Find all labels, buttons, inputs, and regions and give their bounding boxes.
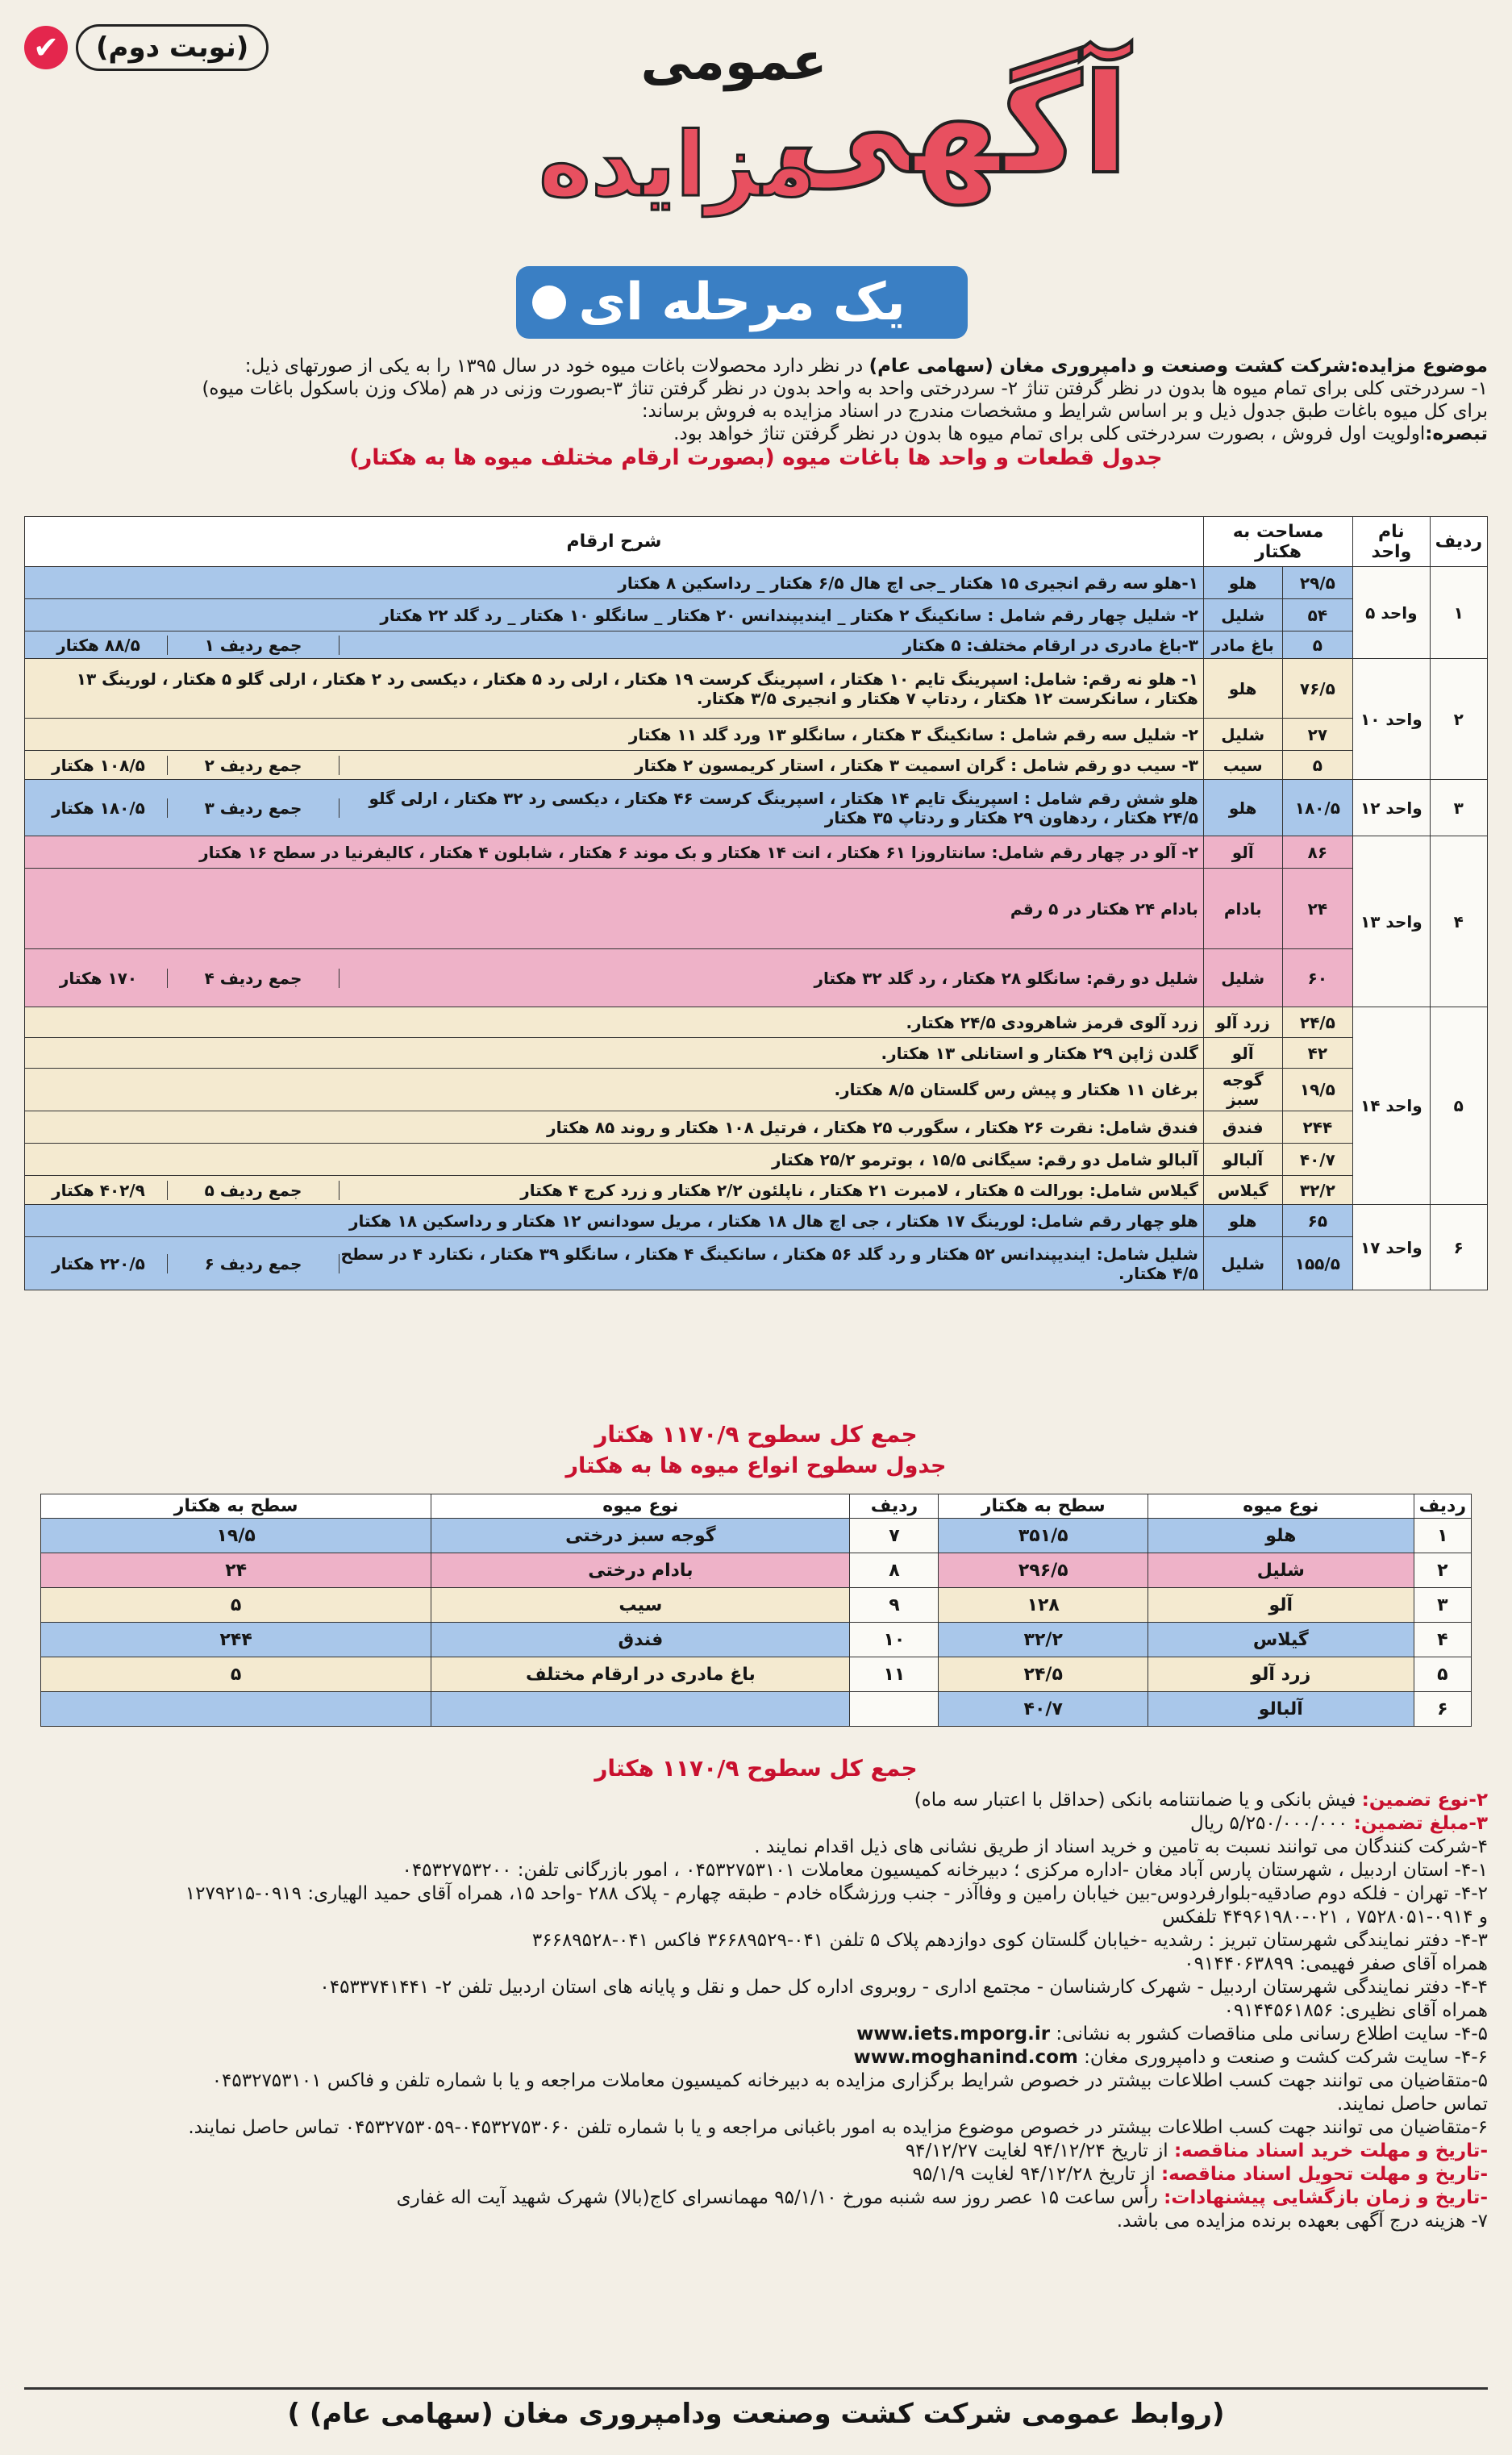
units-table (24, 516, 1488, 1290)
unit-table-row (25, 1176, 1488, 1205)
unit-table-row (25, 599, 1488, 631)
area-cell: ۲۴۴ (1282, 1111, 1353, 1144)
row-number: ۶ (1414, 1692, 1471, 1727)
row-number: ۹ (850, 1588, 939, 1623)
fruit-name: آلبالو (1148, 1692, 1414, 1727)
description-cell: ۲- شلیل سه رقم شامل : سانکینگ ۳ هکتار ، سانگلو ۱۳ ورد گلد ۱۱ هکتار (25, 719, 1204, 751)
fruit-cell: گیلاس (1203, 1176, 1282, 1205)
row-number: ۲ (1430, 659, 1487, 780)
fruit-cell: هلو (1203, 780, 1282, 836)
row-sum-value: ۸۸/۵ هکتار (56, 635, 140, 655)
fruit-cell: سیب (1203, 751, 1282, 780)
subject-rest: در نظر دارد محصولات باغات میوه خود در سال ۱۳۹۵ را به یکی از صورتهای ذیل: (244, 356, 864, 377)
date1-text: از تاریخ ۹۴/۱۲/۲۴ لغایت ۹۴/۱۲/۲۷ (905, 2140, 1168, 2161)
unit-table-row (25, 1205, 1488, 1237)
row-number: ۱۱ (850, 1657, 939, 1692)
fruit-cell: گوجه سبز (1203, 1069, 1282, 1111)
row-number: ۸ (850, 1553, 939, 1588)
area-cell: ۶۵ (1282, 1205, 1353, 1237)
description-cell: هلو چهار رقم شامل: لورینگ ۱۷ هکتار ، جی اچ هال ۱۸ هکتار ، مریل سودانس ۱۲ هکتار و رداسکین ۱۸ هکتار (25, 1205, 1204, 1237)
th-unit: نام واحد (1353, 517, 1430, 567)
fruit-cell: آلو (1203, 836, 1282, 869)
date3-text: رأس ساعت ۱۵ عصر روز سه شنبه مورخ ۹۵/۱/۱۰ مهمانسرای کاج(بالا) شهرک شهید آیت اله غفاری (396, 2187, 1158, 2208)
fruit-name: باغ مادری در ارقام مختلف (431, 1657, 850, 1692)
subject-company: شرکت کشت وصنعت و دامپروری مغان (سهامی عام) (868, 356, 1351, 377)
unit-table-row (25, 1069, 1488, 1111)
fruit-cell: هلو (1203, 1205, 1282, 1237)
description-cell: ۱- هلو نه رقم: شامل: اسپرینگ تایم ۱۰ هکتار ، اسپرینگ کرست ۱۹ هکتار ، ارلی رد ۵ هکتار ، دیکسی رد ۲ هکتار ، ارلی گلو ۵ هکتار ، لورینگ ۱۳ هکتار ، سانکرست ۱۲ هکتار ، ردتاپ ۷ هکتار و انجیری ۳/۵ هکتار. (25, 659, 1204, 719)
subject-label: موضوع مزایده: (1350, 356, 1488, 377)
fruit-cell: باغ مادر (1203, 631, 1282, 659)
table1-caption: جدول قطعات و واحد ها باغات میوه (بصورت ارقام مختلف میوه ها به هکتار) (349, 445, 1163, 470)
fruit-cell: هلو (1203, 567, 1282, 599)
unit-name: واحد ۱۳ (1353, 836, 1430, 1007)
unit-table-row (25, 567, 1488, 599)
line4-1: ۴-۱- استان اردبیل ، شهرستان پارس آباد مغان -اداره مرکزی ؛ دبیرخانه کمیسیون معاملات ۰۴۵۳۲۷۵۳۱۰۱ ، امور بازرگانی تلفن: ۰۴۵۳۲۷۵۳۲۰۰ (402, 1860, 1488, 1881)
fruit-area (41, 1692, 431, 1727)
headline-public: عمومی (640, 32, 827, 92)
line4-4b: همراه آقای نظیری: ۰۹۱۴۴۵۶۱۸۵۶ (1223, 2000, 1488, 2021)
fruit-area: ۲۴۴ (41, 1623, 431, 1657)
fruit-cell: شلیل (1203, 949, 1282, 1007)
note-text: اولویت اول فروش ، بصورت سردرختی کلی برای تمام میوه ها بدون در نظر گرفتن تناژ خواهد بود. (673, 423, 1426, 444)
fruit-area: ۵ (41, 1588, 431, 1623)
guarantee-text: فیش بانکی و یا ضمانتنامه بانکی (حداقل با اعتبار سه ماه) (914, 1790, 1356, 1811)
description-cell (25, 780, 1204, 836)
intro-line1: ۱- سردرختی کلی برای تمام میوه ها بدون در نظر گرفتن تناژ ۲- سردرختی واحد به واحد بدون در نظر گرفتن تناژ ۳-بصورت وزنی در هم (ملاک وزن باسکول باغات میوه) (202, 378, 1488, 399)
line6: ۶-متقاضیان می توانند جهت کسب اطلاعات بیشتر در خصوص موضوع مزایده به امور باغبانی مراجعه و یا با شماره تلفن ۰۴۵۳۲۷۵۳۰۶۰-۰۴۵۳۲۷۵۳۰۵۹ تماس حاصل نمایند. (188, 2117, 1488, 2138)
area-cell: ۴۰/۷ (1282, 1144, 1353, 1176)
fruit-name: آلو (1148, 1588, 1414, 1623)
line4-2a: ۴-۲- تهران - فلکه دوم صادقیه-بلوارفردوس-بین خیابان رامین و وفاآذر - جنب ورزشگاه خادم - طبقه چهارم - پلاک ۲۸۸ -واحد ۱۵، همراه آقای حمید الهیاری: ۰۹۱۹-۱۲۷۹۲۱۵ (185, 1883, 1488, 1904)
line4-4a: ۴-۴- دفتر نمایندگی شهرستان اردبیل - شهرک کارشناسان - مجتمع اداری - روبروی اداره کل حمل و نقل و پایانه های استان اردبیل تلفن ۲- ۰۴۵۳۳۷۴۱۴۴۱ (319, 1977, 1488, 1998)
fruit-name: شلیل (1148, 1553, 1414, 1588)
row-number: ۱۰ (850, 1623, 939, 1657)
single-stage-banner (516, 266, 968, 339)
row-sum-value: ۴۰۲/۹ هکتار (52, 1180, 145, 1200)
t2-th-area: سطح به هکتار (939, 1494, 1148, 1519)
unit-table-row (25, 659, 1488, 719)
fruit-area: ۳۵۱/۵ (939, 1519, 1148, 1553)
description-cell: ۲- شلیل چهار رقم شامل : سانکینگ ۲ هکتار _ ایندیپندانس ۲۰ هکتار _ سانگلو ۱۰ هکتار _ رد گلد ۲۲ هکتار (25, 599, 1204, 631)
description-cell: بادام ۲۴ هکتار در ۵ رقم (25, 869, 1204, 949)
fruit-cell: شلیل (1203, 599, 1282, 631)
fruit-cell: آلو (1203, 1038, 1282, 1069)
fruit-area: ۱۲۸ (939, 1588, 1148, 1623)
row-sum-value: ۲۲۰/۵ هکتار (52, 1253, 145, 1273)
t2-th-row: ردیف (1414, 1494, 1471, 1519)
fruit-cell: شلیل (1203, 1237, 1282, 1290)
description-cell: ۲- آلو در چهار رقم شامل: سانتاروزا ۶۱ هکتار ، انت ۱۴ هکتار و بک موند ۶ هکتار ، شابلون ۴ هکتار ، کالیفرنیا در سطح ۱۶ هکتار (25, 836, 1204, 869)
area-cell: ۱۸۰/۵ (1282, 780, 1353, 836)
unit-table-row (25, 836, 1488, 869)
row-number: ۳ (1414, 1588, 1471, 1623)
unit-table-row (25, 631, 1488, 659)
description-cell (25, 1176, 1204, 1205)
row-number: ۴ (1430, 836, 1487, 1007)
row-number: ۲ (1414, 1553, 1471, 1588)
bullet-icon (532, 286, 566, 319)
checkmark-icon: ✔ (24, 26, 68, 69)
line7: ۷- هزینه درج آگهی بعهده برنده مزایده می باشد. (1116, 2211, 1488, 2232)
line4-6-text: ۴-۶- سایت شرکت کشت و صنعت و دامپروری مغان: (1084, 2047, 1488, 2068)
row-number: ۱ (1430, 567, 1487, 659)
area-cell: ۵۴ (1282, 599, 1353, 631)
description-cell: فندق شامل: نقرت ۲۶ هکتار ، سگورب ۲۵ هکتار ، فرتیل ۱۰۸ هکتار و روند ۸۵ هکتار (25, 1111, 1204, 1144)
fruit-area-row (41, 1553, 1472, 1588)
line4-3b: همراه آقای صفر فهیمی: ۰۹۱۴۴۰۶۳۸۹۹ (1184, 1953, 1488, 1974)
line5a: ۵-متقاضیان می توانند جهت کسب اطلاعات بیشتر در خصوص شرایط برگزاری مزایده به دبیرخانه کمیسیون معاملات مراجعه و یا با شماره تلفن و فاکس ۰۴۵۳۲۷۵۳۱۰۱ (211, 2070, 1488, 2091)
fruit-area-row (41, 1519, 1472, 1553)
row-sum-label: جمع ردیف ۳ (167, 798, 339, 818)
intro-text (24, 355, 1488, 471)
unit-name: واحد ۱۲ (1353, 780, 1430, 836)
description-text: گیلاس شامل: بورالت ۵ هکتار ، لامبرت ۲۱ هکتار ، ناپلئون ۲/۲ هکتار و زرد کرج ۴ هکتار (520, 1180, 1198, 1200)
description-cell: گلدن ژاپن ۲۹ هکتار و استانلی ۱۳ هکتار. (25, 1038, 1204, 1069)
row-number: ۵ (1414, 1657, 1471, 1692)
row-number (850, 1692, 939, 1727)
description-cell (25, 949, 1204, 1007)
th-row: ردیف (1430, 517, 1487, 567)
unit-name: واحد ۱۴ (1353, 1007, 1430, 1205)
row-number: ۴ (1414, 1623, 1471, 1657)
th-area: مساحت به هکتار (1203, 517, 1352, 567)
row-sum-value: ۱۸۰/۵ هکتار (52, 798, 145, 818)
fruit-area: ۵ (41, 1657, 431, 1692)
t2-th-row-b: ردیف (850, 1494, 939, 1519)
unit-table-row (25, 869, 1488, 949)
line4-2b: و ۰۹۱۴-۷۵۲۸۰۵۱ ، ۰۲۱-۴۴۹۶۱۹۸۰ تلفکس (1162, 1907, 1488, 1928)
units-table-body (25, 567, 1488, 1290)
fruit-cell: فندق (1203, 1111, 1282, 1144)
second-publication-badge (24, 24, 269, 71)
area-cell: ۵ (1282, 751, 1353, 780)
fruit-name (431, 1692, 850, 1727)
unit-table-row (25, 1111, 1488, 1144)
row-number: ۵ (1430, 1007, 1487, 1205)
fruit-area-row (41, 1623, 1472, 1657)
area-cell: ۲۴ (1282, 869, 1353, 949)
fruit-area: ۲۹۶/۵ (939, 1553, 1148, 1588)
fruit-area-row (41, 1692, 1472, 1727)
row-sum-value: ۱۷۰ هکتار (59, 968, 138, 988)
area-cell: ۶۰ (1282, 949, 1353, 1007)
unit-name: واحد ۱۷ (1353, 1205, 1430, 1290)
description-text: شلیل شامل: ایندیپندانس ۵۲ هکتار و رد گلد ۵۶ هکتار ، سانکینگ ۴ هکتار ، سانگلو ۳۹ هکتار ، نکتارد ۴ در سطح ۴/۵ هکتار. (340, 1244, 1198, 1283)
fruit-name: هلو (1148, 1519, 1414, 1553)
fruit-name: گیلاس (1148, 1623, 1414, 1657)
t2-th-fruit-b: نوع میوه (431, 1494, 850, 1519)
line4-5-text: ۴-۵- سایت اطلاع رسانی ملی مناقصات کشور به نشانی: (1056, 2024, 1488, 2044)
area-cell: ۱۵۵/۵ (1282, 1237, 1353, 1290)
date2-label: -تاریخ و مهلت تحویل اسناد مناقصه: (1160, 2164, 1488, 2185)
unit-table-row (25, 1007, 1488, 1038)
fruit-name: فندق (431, 1623, 850, 1657)
area-cell: ۵ (1282, 631, 1353, 659)
fruit-area-table-body (41, 1519, 1472, 1727)
fruit-cell: بادام (1203, 869, 1282, 949)
row-sum-label: جمع ردیف ۴ (167, 969, 339, 988)
line4: ۴-شرکت کنندگان می توانند نسبت به تامین و خرید اسناد از طریق نشانی های ذیل اقدام نمایند . (754, 1836, 1488, 1857)
area-cell: ۷۶/۵ (1282, 659, 1353, 719)
headline (419, 24, 1145, 347)
date2-text: از تاریخ ۹۴/۱۲/۲۸ لغایت ۹۵/۱/۹ (912, 2164, 1156, 2185)
fruit-area: ۱۹/۵ (41, 1519, 431, 1553)
iets-link[interactable]: www.iets.mporg.ir (856, 2024, 1051, 2044)
table2-caption: جدول سطوح انواع میوه ها به هکتار (565, 1453, 947, 1478)
unit-table-row (25, 780, 1488, 836)
fruit-name: زرد آلو (1148, 1657, 1414, 1692)
stage-label: یک مرحله ای (578, 273, 906, 332)
description-text: هلو شش رقم شامل : اسپرینگ تایم ۱۴ هکتار ، اسپرینگ کرست ۴۶ هکتار ، دیکسی رد ۳۲ هکتار ، ارلی گلو ۲۴/۵ هکتار ، ردهاون ۲۹ هکتار و ردتاپ ۳۵ هکتار (369, 788, 1198, 827)
fruit-area-row (41, 1657, 1472, 1692)
description-cell: برغان ۱۱ هکتار و پیش رس گلستان ۸/۵ هکتار. (25, 1069, 1204, 1111)
fruit-cell: زرد آلو (1203, 1007, 1282, 1038)
footer-signature: (روابط عمومی شرکت کشت وصنعت ودامپروری مغان (سهامی عام) ) (24, 2387, 1488, 2438)
unit-name: واحد ۱۰ (1353, 659, 1430, 780)
area-cell: ۲۴/۵ (1282, 1007, 1353, 1038)
row-number: ۷ (850, 1519, 939, 1553)
fruit-cell: شلیل (1203, 719, 1282, 751)
fruit-name: گوجه سبز درختی (431, 1519, 850, 1553)
row-number: ۱ (1414, 1519, 1471, 1553)
moghanind-link[interactable]: www.moghanind.com (853, 2047, 1078, 2068)
unit-table-row (25, 1237, 1488, 1290)
area-cell: ۳۲/۲ (1282, 1176, 1353, 1205)
note-label: تبصره: (1425, 423, 1488, 444)
row-sum-value: ۱۰۸/۵ هکتار (52, 755, 145, 775)
fruit-cell: هلو (1203, 659, 1282, 719)
unit-table-row (25, 719, 1488, 751)
description-cell (25, 1237, 1204, 1290)
line4-3a: ۴-۳- دفتر نمایندگی شهرستان تبریز : رشدیه -خیابان گلستان کوی دوازدهم پلاک ۵ تلفن ۰۴۱-۳۶۶۸۹۵۲۹ فاکس ۰۴۱-۳۶۶۸۹۵۲۸ (531, 1930, 1488, 1951)
unit-table-row (25, 1144, 1488, 1176)
description-text: ۳- سیب دو رقم شامل : گران اسمیت ۳ هکتار ، استار کریمسون ۲ هکتار (635, 755, 1198, 775)
table2-total: جمع کل سطوح ۱۱۷۰/۹ هکتار (594, 1755, 918, 1782)
date1-label: -تاریخ و مهلت خرید اسناد مناقصه: (1173, 2140, 1488, 2161)
area-cell: ۸۶ (1282, 836, 1353, 869)
unit-name: واحد ۵ (1353, 567, 1430, 659)
date3-label: -تاریخ و زمان بازگشایی پیشنهادات: (1164, 2187, 1488, 2208)
amount-text: ۵/۲۵۰/۰۰۰/۰۰۰ ریال (1190, 1813, 1348, 1834)
headline-agahi: آگهی (773, 45, 1129, 205)
row-number: ۳ (1430, 780, 1487, 836)
fruit-area: ۳۲/۲ (939, 1623, 1148, 1657)
t2-th-fruit: نوع میوه (1148, 1494, 1414, 1519)
row-sum-label: جمع ردیف ۲ (167, 756, 339, 775)
fruit-area-table (40, 1494, 1472, 1727)
area-cell: ۲۷ (1282, 719, 1353, 751)
t2-th-area-b: سطح به هکتار (41, 1494, 431, 1519)
table1-total: جمع کل سطوح ۱۱۷۰/۹ هکتار (594, 1421, 918, 1448)
intro-line2: برای کل میوه باغات طبق جدول ذیل و بر اساس شرایط و مشخصات مندرج در اسناد مزایده به فروش برساند: (641, 401, 1488, 422)
description-cell: زرد آلوی قرمز شاهرودی ۲۴/۵ هکتار. (25, 1007, 1204, 1038)
unit-table-row (25, 1038, 1488, 1069)
row-sum-label: جمع ردیف ۵ (167, 1181, 339, 1200)
description-text: شلیل دو رقم: سانگلو ۲۸ هکتار ، رد گلد ۳۲ هکتار (814, 968, 1198, 988)
area-cell: ۴۲ (1282, 1038, 1353, 1069)
description-text: ۳-باغ مادری در ارقام مختلف: ۵ هکتار (902, 635, 1198, 655)
fruit-area: ۲۴ (41, 1553, 431, 1588)
area-cell: ۲۹/۵ (1282, 567, 1353, 599)
guarantee-label: ۲-نوع تضمین: (1361, 1790, 1488, 1811)
row-number: ۶ (1430, 1205, 1487, 1290)
description-cell (25, 751, 1204, 780)
badge-text: (نوبت دوم) (76, 24, 269, 71)
amount-label: ۳-مبلغ تضمین: (1353, 1813, 1488, 1834)
fruit-name: سیب (431, 1588, 850, 1623)
fruit-area: ۴۰/۷ (939, 1692, 1148, 1727)
line5b: تماس حاصل نمایند. (1336, 2094, 1488, 2115)
description-cell (25, 631, 1204, 659)
description-cell: ۱-هلو سه رقم انجیری ۱۵ هکتار _جی اچ هال ۶/۵ هکتار _ رداسکین ۸ هکتار (25, 567, 1204, 599)
description-cell: آلبالو شامل دو رقم: سیگانی ۱۵/۵ ، بوترمو ۲۵/۲ هکتار (25, 1144, 1204, 1176)
th-desc: شرح ارقام (25, 517, 1204, 567)
row-sum-label: جمع ردیف ۶ (167, 1254, 339, 1273)
fruit-area-row (41, 1588, 1472, 1623)
fruit-area: ۲۴/۵ (939, 1657, 1148, 1692)
headline-mozayede: مزایده (538, 113, 817, 216)
area-cell: ۱۹/۵ (1282, 1069, 1353, 1111)
fruit-name: بادام درختی (431, 1553, 850, 1588)
unit-table-row (25, 949, 1488, 1007)
unit-table-row (25, 751, 1488, 780)
row-sum-label: جمع ردیف ۱ (167, 636, 339, 655)
conditions-text (24, 1789, 1488, 2233)
fruit-cell: آلبالو (1203, 1144, 1282, 1176)
